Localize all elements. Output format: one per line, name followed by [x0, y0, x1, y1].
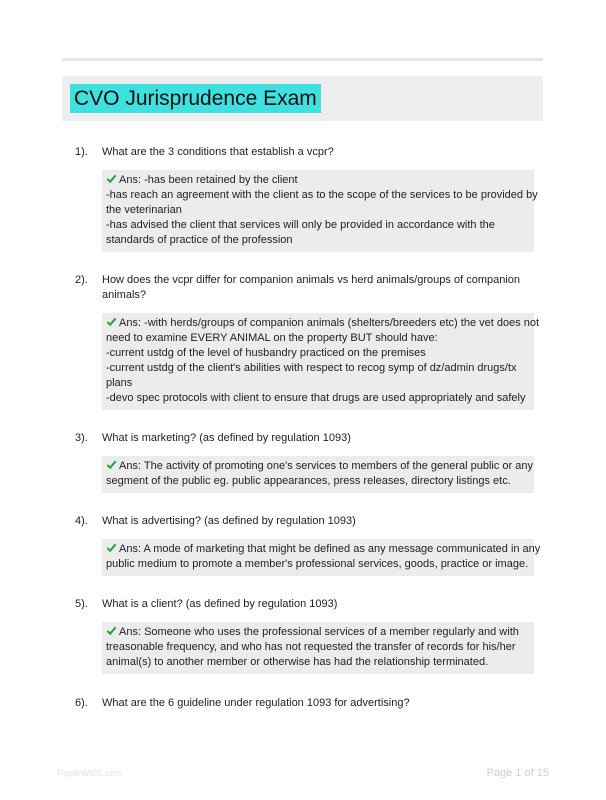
answer-box: Ans: -has been retained by the client -has reach an agreement with the client as to the scope of the services to be provided by the veterinarian -has advised the client that services will only be provided in accordance with the standards of practice of the profession — [102, 170, 534, 252]
question-number: 2). — [75, 274, 88, 286]
question-text: How does the vcpr differ for companion animals vs herd animals/groups of companion animals? — [102, 274, 521, 301]
page-title: CVO Jurisprudence Exam — [70, 84, 321, 113]
check-icon — [106, 625, 117, 636]
question-number: 1). — [75, 146, 88, 158]
answer-box: Ans: The activity of promoting one's services to members of the general public or any segment of the public eg. public appearances, press releases, directory listings etc. — [102, 456, 534, 493]
question-number: 4). — [75, 515, 88, 527]
question-text: What is advertising? (as defined by regulation 1093) — [102, 515, 356, 527]
footer-watermark: PaperWalls.com — [57, 768, 123, 778]
answer-box: Ans: -with herds/groups of companion animals (shelters/breeders etc) the vet does not need to examine EVERY ANIMAL on the property BUT should have: -current ustdg of the level of husbandry practiced on the premises -current ustdg of the client's abilities with respect to recog symp of dz/admin drugs/tx plans -devo spec protocols with client to ensure that drugs are used appropriately and safely — [102, 313, 534, 410]
title-band — [62, 76, 543, 121]
check-icon — [106, 173, 117, 184]
question-text: What is marketing? (as defined by regulation 1093) — [102, 432, 351, 444]
page-number: Page 1 of 15 — [486, 767, 549, 779]
question-number: 3). — [75, 432, 88, 444]
top-divider — [62, 58, 543, 61]
check-icon — [106, 316, 117, 327]
question-number: 6). — [75, 697, 88, 709]
answer-box: Ans: A mode of marketing that might be defined as any message communicated in any public medium to promote a member's professional services, goods, practice or image. — [102, 539, 534, 576]
check-icon — [106, 459, 117, 470]
question-text: What is a client? (as defined by regulation 1093) — [102, 598, 338, 610]
question-number: 5). — [75, 598, 88, 610]
question-text: What are the 6 guideline under regulation 1093 for advertising? — [102, 697, 410, 709]
answer-box: Ans: Someone who uses the professional services of a member regularly and with treasonable frequency, and who has not requested the transfer of records for his/her animal(s) to another member or otherwise has had the relationship terminated. — [102, 622, 534, 674]
question-text: What are the 3 conditions that establish a vcpr? — [102, 146, 334, 158]
check-icon — [106, 542, 117, 553]
